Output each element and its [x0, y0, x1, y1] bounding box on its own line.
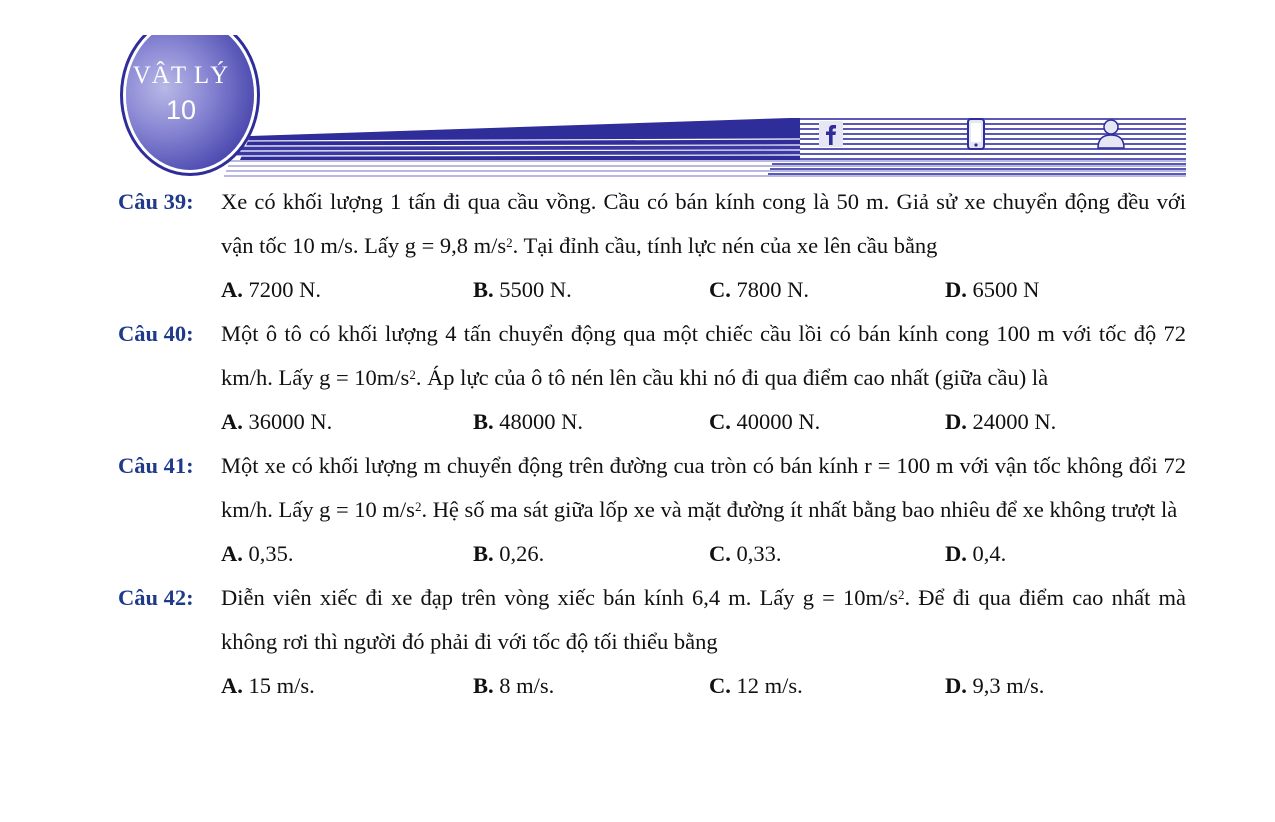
question-label: Câu 39: — [118, 189, 194, 214]
grade-label: 10 — [165, 95, 197, 125]
answer-a[interactable]: A. 36000 N. — [221, 409, 333, 434]
question-text: Xe có khối lượng 1 tấn đi qua cầu vồng. Cầu có bán kính cong là 50 m. Giả sử xe chuyển động đều với vận tốc 10 m/s. Lấy g = 9,8 $m/s^2$. Tại đỉnh cầu, tính lực nén của xe lên cầu bằng — [221, 189, 1186, 258]
question-label: Câu 41: — [118, 453, 194, 478]
answer-b[interactable]: B. 0,26. — [473, 541, 545, 566]
question-41 — [0, 444, 1275, 576]
answer-c[interactable]: C. 40000 N. — [709, 409, 821, 434]
answer-options — [221, 268, 1186, 312]
answer-d[interactable]: D. 24000 N. — [945, 409, 1057, 434]
answer-c[interactable]: C. 0,33. — [709, 541, 782, 566]
question-text: Một xe có khối lượng m chuyển động trên đường cua tròn có bán kính r = 100 m với vận tốc không đổi 72 km/h. Lấy g = 10 $m/s^2$. Hệ số ma sát giữa lốp xe và mặt đường ít nhất bằng bao nhiêu để xe không trượt là — [221, 453, 1186, 522]
badge-top-mask — [110, 0, 280, 35]
question-40 — [0, 312, 1275, 444]
answer-a[interactable]: A. 15 m/s. — [221, 673, 315, 698]
phone-icon[interactable] — [966, 118, 986, 150]
question-label: Câu 40: — [118, 321, 194, 346]
answer-a[interactable]: A. 7200 N. — [221, 277, 321, 302]
user-icon[interactable] — [1096, 118, 1126, 150]
answer-c[interactable]: C. 12 m/s. — [709, 673, 803, 698]
question-label: Câu 42: — [118, 585, 194, 610]
subject-label: VÂT LÝ — [132, 62, 230, 89]
answer-options — [221, 400, 1186, 444]
answer-c[interactable]: C. 7800 N. — [709, 277, 809, 302]
facebook-icon[interactable] — [819, 121, 843, 147]
question-text: Một ô tô có khối lượng 4 tấn chuyển động qua một chiếc cầu lồi có bán kính cong 100 m với tốc độ 72 km/h. Lấy $g = 10m/s^2$. Áp lực của ô tô nén lên cầu khi nó đi qua điểm cao nhất (giữa cầu) là — [221, 321, 1186, 390]
answer-d[interactable]: D. 9,3 m/s. — [945, 673, 1045, 698]
answer-d[interactable]: D. 6500 N — [945, 277, 1040, 302]
answer-options — [221, 664, 1186, 708]
answer-options — [221, 532, 1186, 576]
question-42 — [0, 576, 1275, 708]
page-header — [0, 0, 1275, 182]
answer-b[interactable]: B. 48000 N. — [473, 409, 584, 434]
answer-d[interactable]: D. 0,4. — [945, 541, 1007, 566]
answer-a[interactable]: A. 0,35. — [221, 541, 294, 566]
question-list — [0, 180, 1275, 708]
question-39 — [0, 180, 1275, 312]
answer-b[interactable]: B. 8 m/s. — [473, 673, 555, 698]
answer-b[interactable]: B. 5500 N. — [473, 277, 572, 302]
question-text: Diễn viên xiếc đi xe đạp trên vòng xiếc bán kính 6,4 m. Lấy $g = 10m/s^2$. Để đi qua điểm cao nhất mà không rơi thì người đó phải đi với tốc độ tối thiểu bằng — [221, 585, 1186, 654]
